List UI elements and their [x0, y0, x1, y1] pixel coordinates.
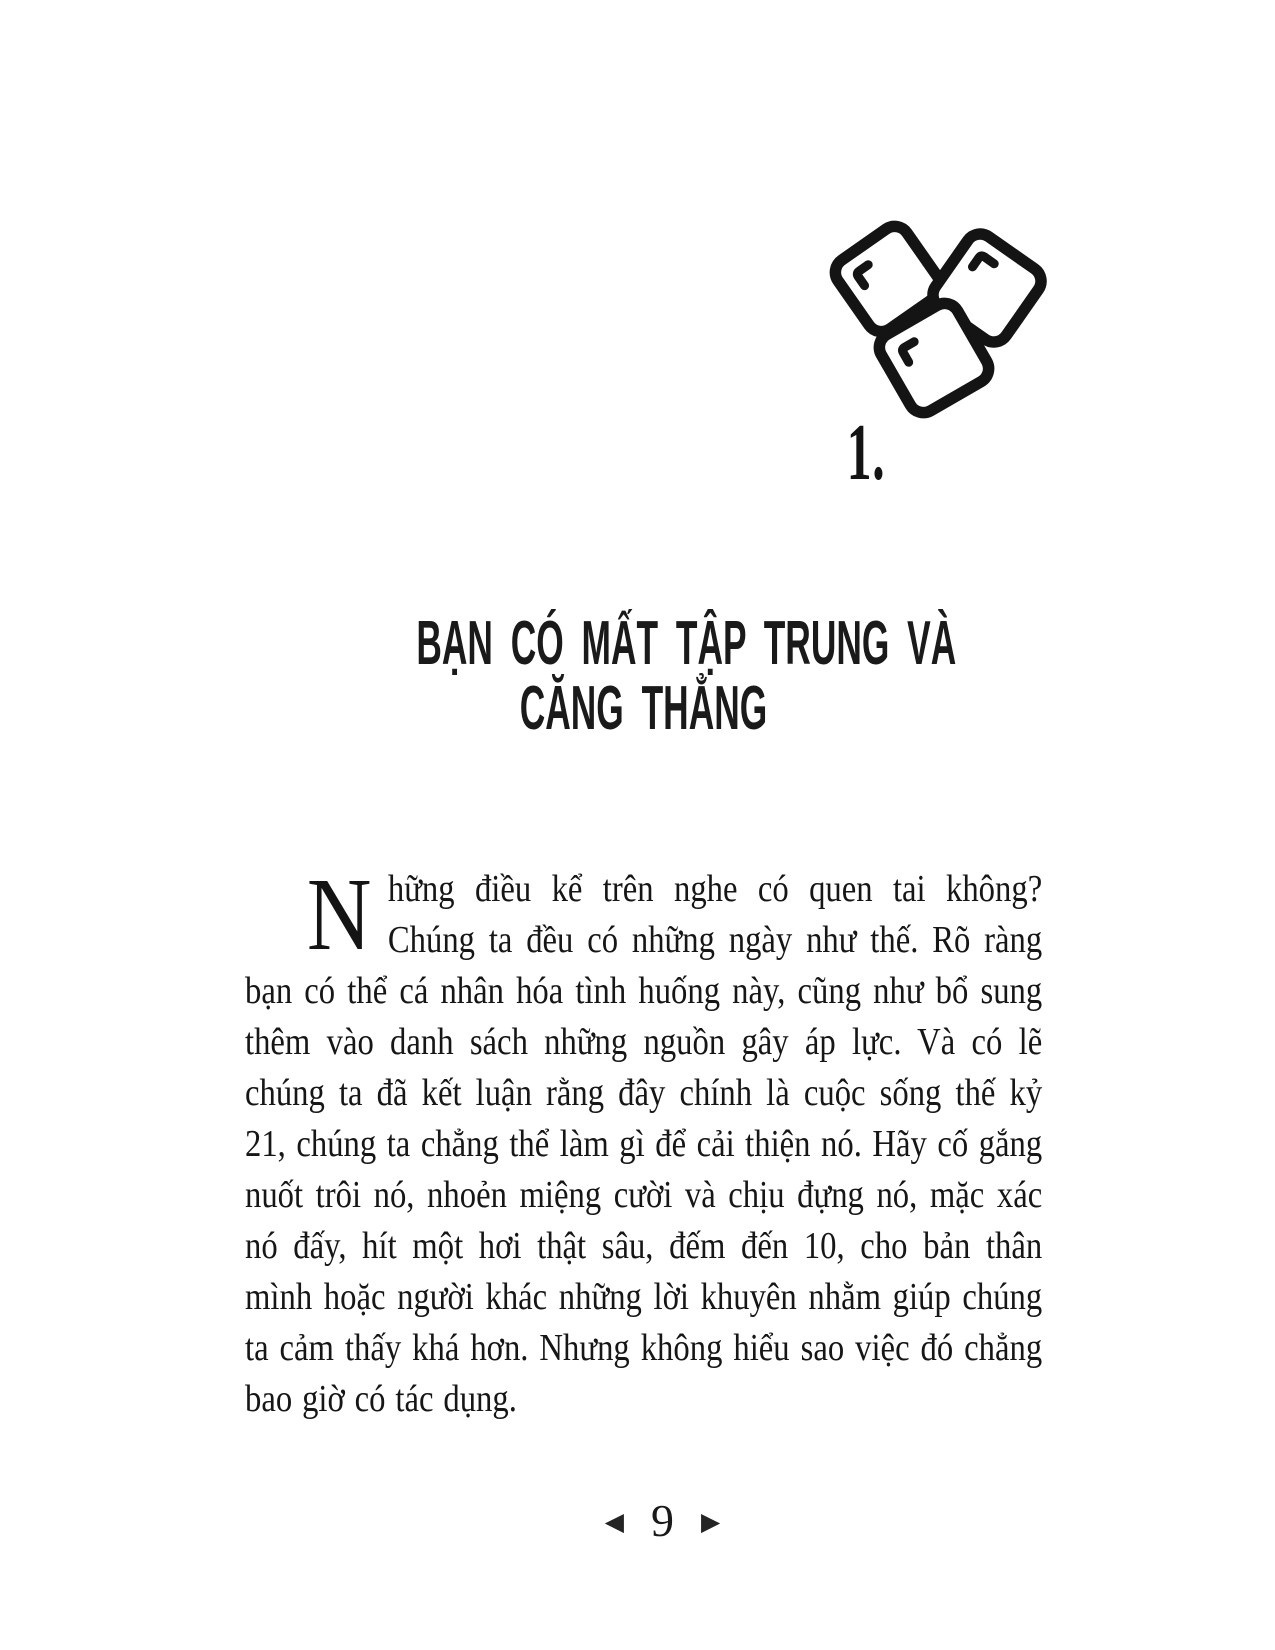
three-cubes-icon — [828, 206, 1058, 426]
pagination-controls — [604, 1495, 721, 1546]
chapter-title-line1: BẠN CÓ MẤT TẬP TRUNG VÀ — [416, 609, 957, 678]
chapter-number: 1. — [846, 409, 886, 497]
pagination — [245, 1495, 1042, 1546]
chapter-title-line2: CĂNG THẲNG — [519, 674, 768, 743]
dropcap: N — [306, 857, 372, 972]
page-number: 9 — [651, 1495, 674, 1546]
body-paragraph — [245, 857, 1043, 1425]
prev-page-icon[interactable]: ◀ — [604, 1506, 624, 1536]
chapter-title — [416, 609, 957, 743]
next-page-icon[interactable]: ▶ — [701, 1506, 721, 1536]
paragraph-text: hững điều kể trên nghe có quen tai không? Chúng ta đều có những ngày như thế. Rõ ràng bạn có thể cá nhân hóa tình huống này, cũng như bổ sung thêm vào danh sách những nguồn gây áp lực. Và có lẽ chúng ta đã kết luận rằng đây chính là cuộc sống thế kỷ 21, chúng ta chẳng thể làm gì để cải thiện nó. Hãy cố gắng nuốt trôi nó, nhoẻn miệng cười và chịu đựng nó, mặc xác nó đấy, hít một hơi thật sâu, đếm đến 10, cho bản thân mình hoặc người khác những lời khuyên nhằm giúp chúng ta cảm thấy khá hơn. Nhưng không hiểu sao việc đó chẳng bao giờ có tác dụng. — [245, 868, 1043, 1420]
